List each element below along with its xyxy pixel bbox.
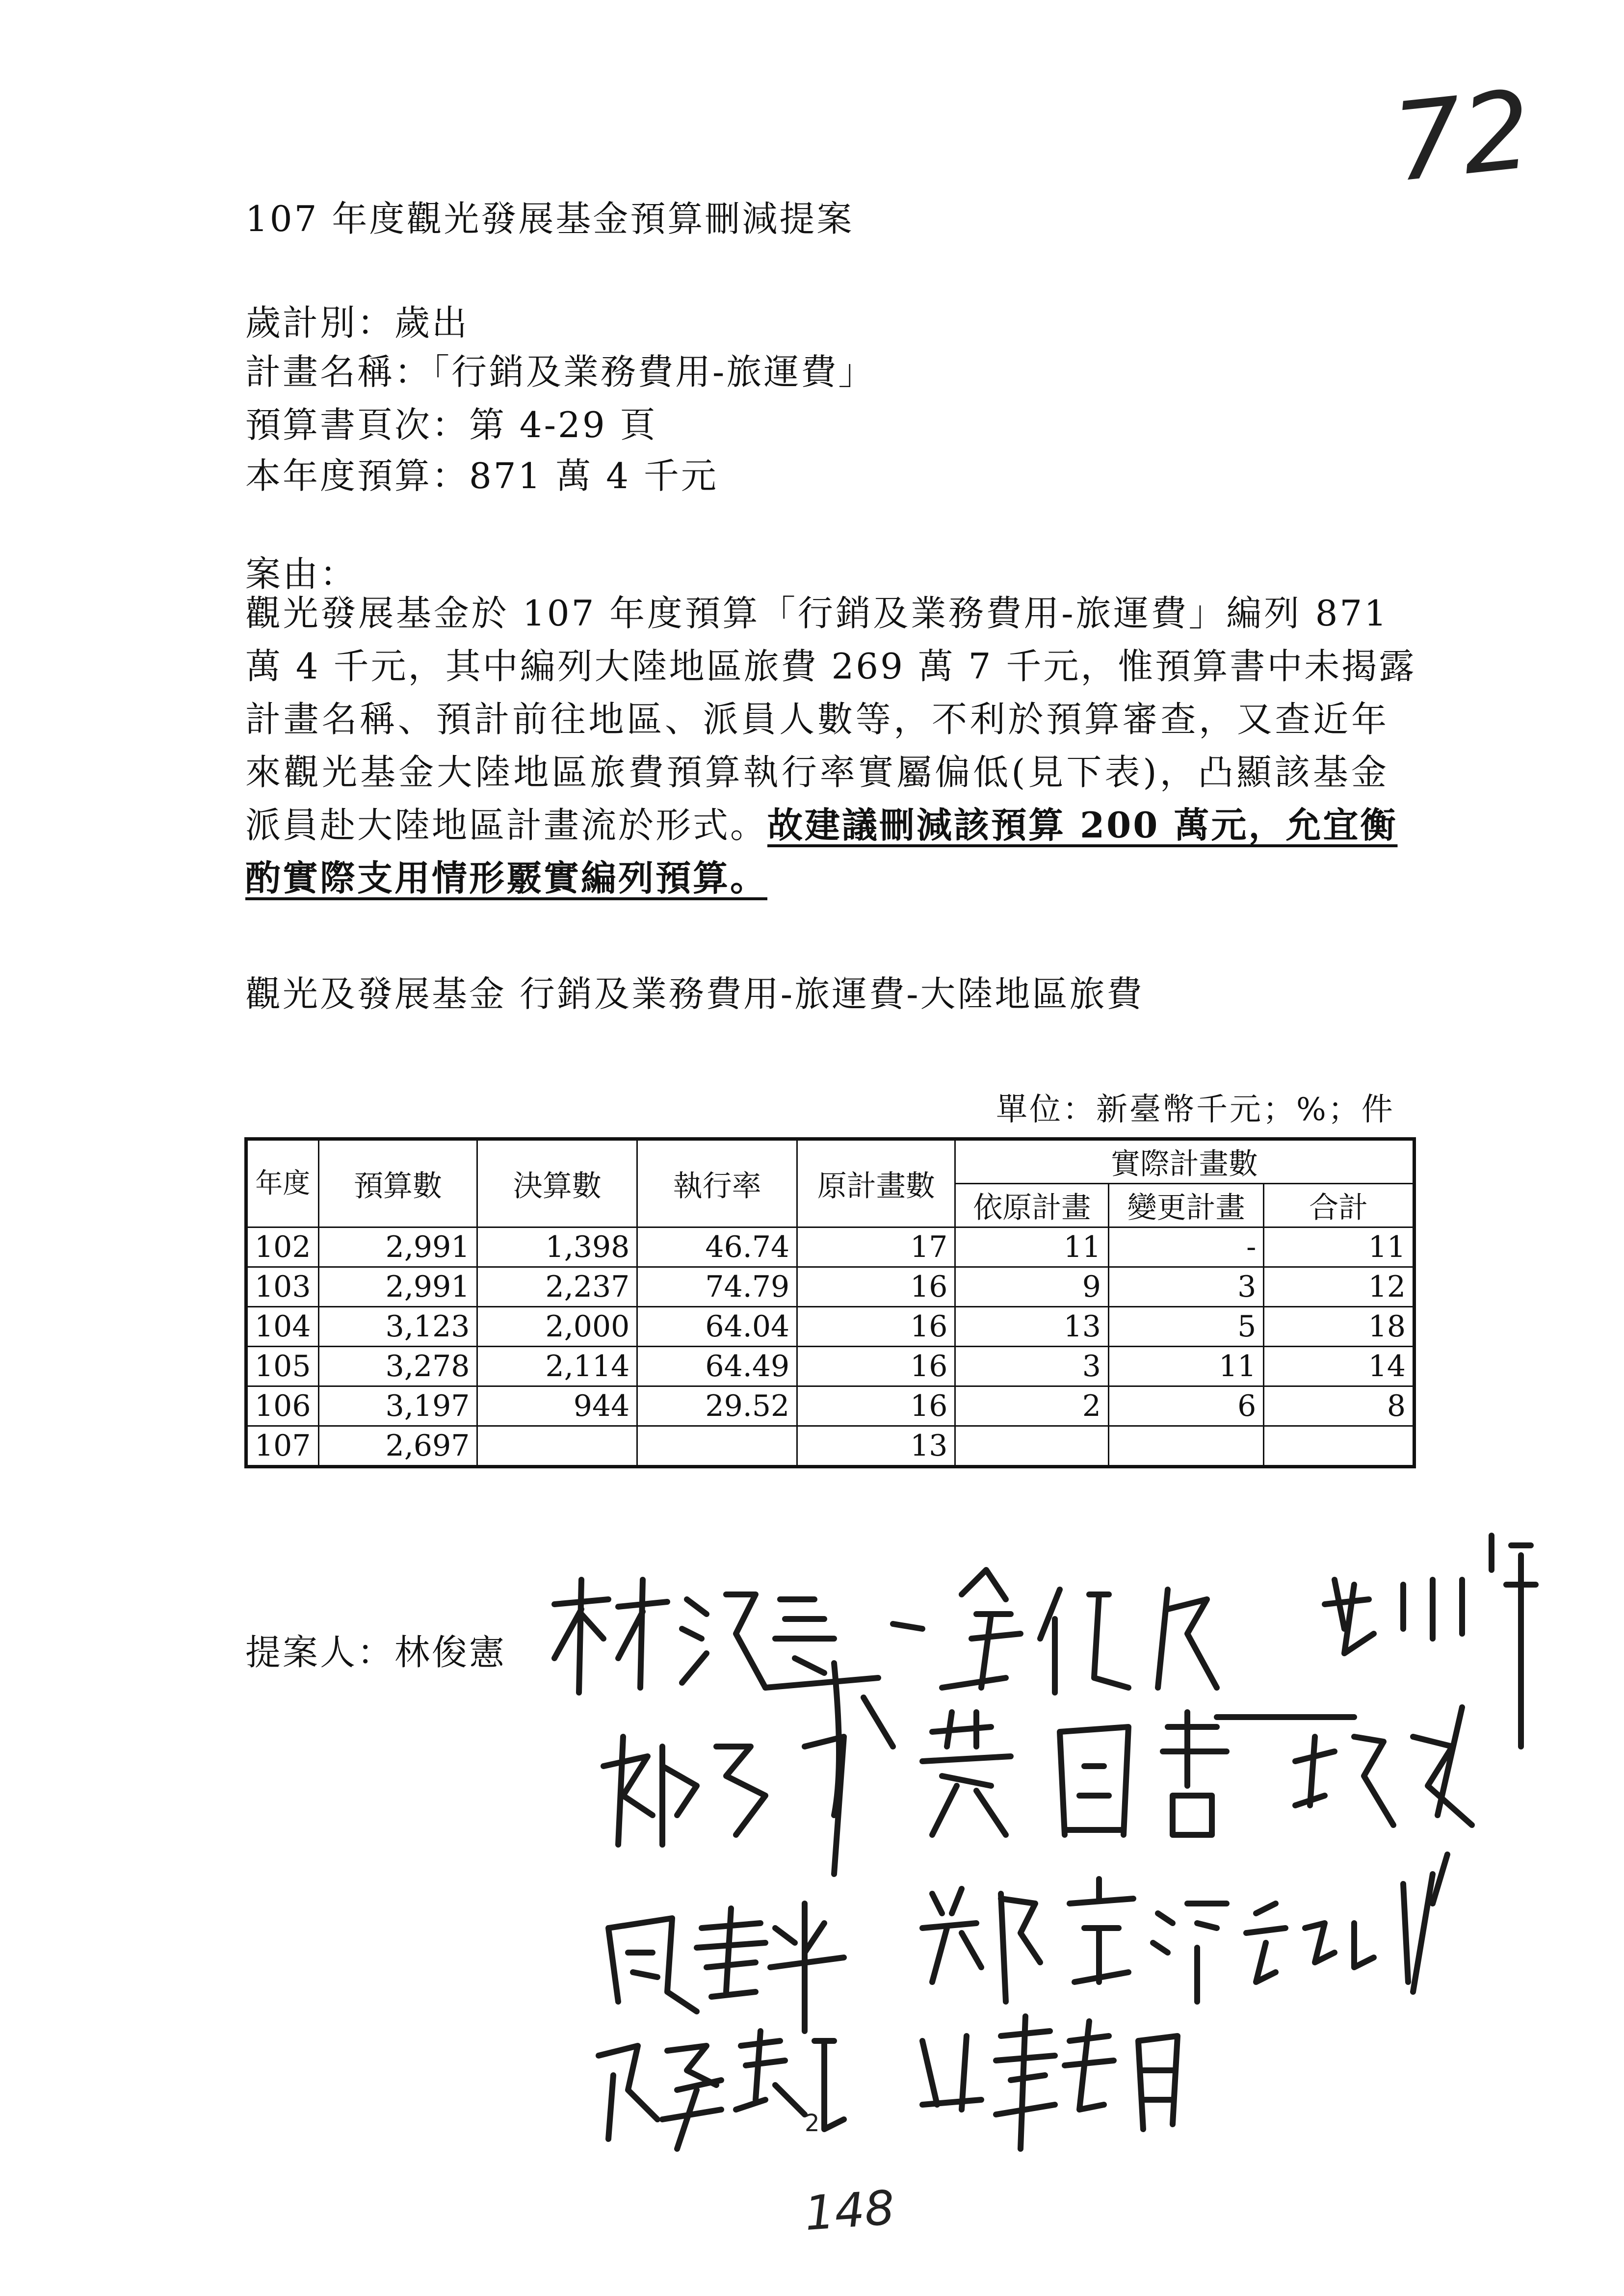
reason-label: 案由： xyxy=(245,553,358,595)
cell-changed: - xyxy=(1108,1227,1263,1267)
table-unit: 單位：新臺幣千元；%；件 xyxy=(996,1092,1395,1128)
cell-budget: 3,197 xyxy=(318,1386,477,1426)
cell-original: 13 xyxy=(797,1426,955,1467)
cell-budget: 3,123 xyxy=(318,1307,477,1347)
cell-budget: 2,697 xyxy=(318,1426,477,1467)
cell-year: 103 xyxy=(246,1267,319,1307)
cell-rate: 46.74 xyxy=(637,1227,797,1267)
reason-line: 萬 4 千元，其中編列大陸地區旅費 269 萬 7 千元，惟預算書中未揭露 xyxy=(245,646,1416,687)
cell-original: 16 xyxy=(797,1386,955,1426)
small-handwritten-mark: 2 xyxy=(805,2110,820,2137)
cell-year: 107 xyxy=(246,1426,319,1467)
signature-4 xyxy=(603,1697,893,1874)
cell-total: 11 xyxy=(1264,1227,1414,1267)
cell-total: 14 xyxy=(1264,1347,1414,1386)
reason-line: 觀光發展基金於 107 年度預算「行銷及業務費用-旅運費」編列 871 xyxy=(245,593,1388,634)
cell-total: 18 xyxy=(1264,1307,1414,1347)
reason-emphasis: 故建議刪減該預算 200 萬元，允宜衡 xyxy=(767,804,1398,846)
header-rate: 執行率 xyxy=(637,1139,797,1227)
meta-plan-name: 計畫名稱：「行銷及業務費用-旅運費」 xyxy=(245,351,876,392)
cell-budget: 2,991 xyxy=(318,1227,477,1267)
header-actual: 實際計畫數 xyxy=(955,1139,1414,1184)
signature-6 xyxy=(1295,1707,1472,1825)
cell-changed: 3 xyxy=(1108,1267,1263,1307)
reason-emphasis: 酌實際支用情形覈實編列預算。 xyxy=(245,857,768,899)
cell-per-original: 11 xyxy=(955,1227,1108,1267)
document-title: 107 年度觀光發展基金預算刪減提案 xyxy=(245,198,854,239)
handwritten-page-number: 72 xyxy=(1387,67,1537,206)
cell-year: 105 xyxy=(246,1347,319,1386)
cell-year: 106 xyxy=(246,1386,319,1426)
header-total: 合計 xyxy=(1264,1184,1414,1227)
meta-page-ref: 預算書頁次：第 4-29 頁 xyxy=(245,404,657,445)
cell-changed: 11 xyxy=(1108,1347,1263,1386)
proposer: 提案人：林俊憲 xyxy=(245,1632,507,1673)
signature-1 xyxy=(554,1580,878,1693)
reason-text: 派員赴大陸地區計畫流於形式。 xyxy=(245,805,768,846)
cell-final: 944 xyxy=(477,1386,637,1426)
signature-7 xyxy=(608,1904,844,2031)
cell-final: 2,114 xyxy=(477,1347,637,1386)
cell-per-original: 2 xyxy=(955,1386,1108,1426)
signature-2 xyxy=(942,1570,1217,1693)
header-budget: 預算數 xyxy=(318,1139,477,1227)
cell-final: 2,237 xyxy=(477,1267,637,1307)
cell-per-original: 3 xyxy=(955,1347,1108,1386)
cell-original: 16 xyxy=(797,1347,955,1386)
signature-9 xyxy=(1246,1854,1447,1992)
cell-original: 16 xyxy=(797,1267,955,1307)
header-original: 原計畫數 xyxy=(797,1139,955,1227)
header-final: 決算數 xyxy=(477,1139,637,1227)
header-per-original: 依原計畫 xyxy=(955,1184,1108,1227)
reason-line: 來觀光基金大陸地區旅費預算執行率實屬偏低(見下表)，凸顯該基金 xyxy=(245,752,1388,793)
handwritten-footer-number: 148 xyxy=(803,2180,896,2242)
cell-per-original: 13 xyxy=(955,1307,1108,1347)
table-caption: 觀光及發展基金 行銷及業務費用-旅運費-大陸地區旅費 xyxy=(245,973,1144,1015)
cell-rate: 74.79 xyxy=(637,1267,797,1307)
cell-final: 1,398 xyxy=(477,1227,637,1267)
signature-3 xyxy=(1325,1536,1536,1747)
cell-changed: 6 xyxy=(1108,1386,1263,1426)
cell-rate: 64.49 xyxy=(637,1347,797,1386)
cell-budget: 2,991 xyxy=(318,1267,477,1307)
cell-final: 2,000 xyxy=(477,1307,637,1347)
cell-changed: 5 xyxy=(1108,1307,1263,1347)
cell-per-original: 9 xyxy=(955,1267,1108,1307)
cell-original: 16 xyxy=(797,1307,955,1347)
header-year: 年度 xyxy=(246,1139,319,1227)
meta-category: 歲計別：歲出 xyxy=(245,302,470,343)
cell-budget: 3,278 xyxy=(318,1347,477,1386)
cell-total: 12 xyxy=(1264,1267,1414,1307)
cell-total: 8 xyxy=(1264,1386,1414,1426)
cell-year: 104 xyxy=(246,1307,319,1347)
signature-5 xyxy=(922,1712,1227,1835)
cell-rate: 64.04 xyxy=(637,1307,797,1347)
signature-11 xyxy=(922,2016,1178,2149)
cell-year: 102 xyxy=(246,1227,319,1267)
meta-budget: 本年度預算：871 萬 4 千元 xyxy=(245,455,718,496)
cell-original: 17 xyxy=(797,1227,955,1267)
signature-8 xyxy=(922,1879,1227,2002)
cell-rate: 29.52 xyxy=(637,1386,797,1426)
header-changed: 變更計畫 xyxy=(1108,1184,1263,1227)
reason-line: 計畫名稱、預計前往地區、派員人數等，不利於預算審查，又查近年 xyxy=(245,699,1388,740)
